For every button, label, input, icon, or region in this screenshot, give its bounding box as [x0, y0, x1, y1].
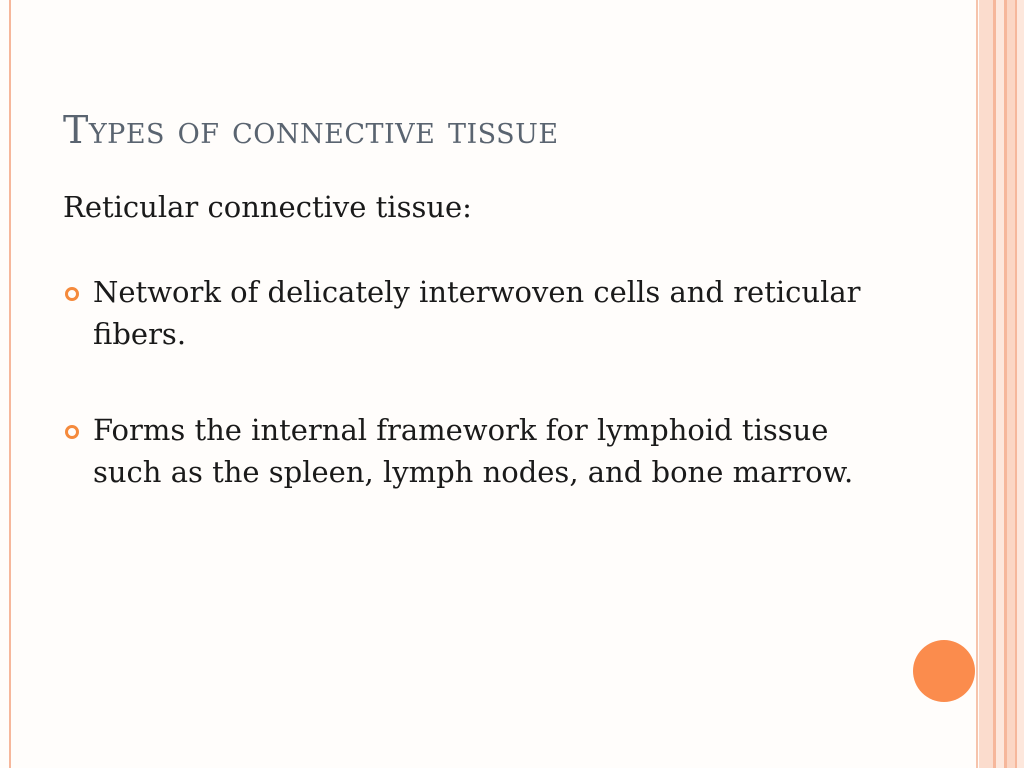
ring-bullet-icon [65, 287, 79, 301]
left-border-line [9, 0, 11, 768]
stripe [996, 0, 1004, 768]
ring-bullet-icon [65, 425, 79, 439]
slide-content [63, 186, 903, 547]
slide-title: Types of connective tissue [63, 108, 559, 152]
bullet-item [63, 409, 903, 493]
bullet-item [63, 271, 903, 355]
orange-circle-icon [913, 640, 975, 702]
bullet-text: Network of delicately interwoven cells and reticular fibers. [93, 275, 861, 351]
right-decorative-stripes [976, 0, 1024, 768]
subheading: Reticular connective tissue: [63, 190, 472, 224]
stripe [976, 0, 978, 768]
bullet-text: Forms the internal framework for lymphoid tissue such as the spleen, lymph nodes, and bone marrow. [93, 413, 854, 489]
stripe [1017, 0, 1024, 768]
stripe [1007, 0, 1015, 768]
stripe [979, 0, 993, 768]
